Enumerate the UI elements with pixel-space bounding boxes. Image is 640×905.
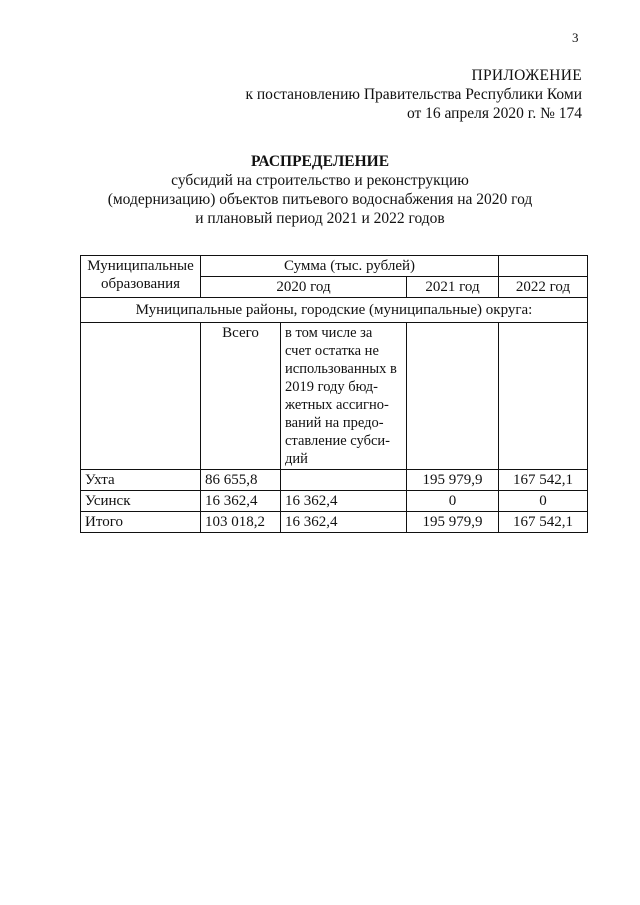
- header-municipal: [81, 256, 201, 298]
- section-title: Муниципальные районы, городские (муниципальные) округа:: [81, 298, 588, 323]
- page-number: 3: [572, 30, 579, 45]
- appendix-block: [245, 66, 582, 123]
- subheader-total: Всего: [201, 323, 281, 470]
- row-incl-2020: 16 362,4: [281, 491, 407, 512]
- appendix-title: ПРИЛОЖЕНИЕ: [471, 67, 582, 84]
- row-incl-2020: 16 362,4: [281, 512, 407, 533]
- row-2021: 195 979,9: [407, 470, 499, 491]
- section-row: [81, 298, 588, 323]
- subheader-row: [81, 323, 588, 470]
- table-row-total: [81, 512, 588, 533]
- row-2022: 0: [499, 491, 588, 512]
- row-name: Ухта: [81, 470, 201, 491]
- header-year-2020: 2020 год: [201, 277, 407, 298]
- row-2022: 167 542,1: [499, 470, 588, 491]
- table-row: [81, 470, 588, 491]
- header-year-2021: 2021 год: [407, 277, 499, 298]
- header-row-1: [81, 256, 588, 277]
- subheader-empty-3: [499, 323, 588, 470]
- header-empty: [499, 256, 588, 277]
- header-municipal-line-1: Муниципальные: [87, 258, 194, 274]
- row-2021: 0: [407, 491, 499, 512]
- row-name: Итого: [81, 512, 201, 533]
- row-total-2020: 103 018,2: [201, 512, 281, 533]
- row-incl-2020: [281, 470, 407, 491]
- heading-line-2: (модернизацию) объектов питьевого водоснабжения на 2020 год: [107, 191, 533, 208]
- row-total-2020: 16 362,4: [201, 491, 281, 512]
- row-2021: 195 979,9: [407, 512, 499, 533]
- heading-title: РАСПРЕДЕЛЕНИЕ: [250, 153, 390, 170]
- document-heading: [0, 152, 640, 228]
- header-municipal-line-2: образования: [100, 276, 181, 292]
- row-2022: 167 542,1: [499, 512, 588, 533]
- subheader-including: в том числе за счет остатка не использованных в 2019 году бюд-жетных ассигно-ваний на предо-ставление субси-дий: [281, 323, 407, 470]
- header-sum: Сумма (тыс. рублей): [201, 256, 499, 277]
- row-name: Усинск: [81, 491, 201, 512]
- appendix-line-1: к постановлению Правительства Республики Коми: [245, 86, 582, 103]
- header-year-2022: 2022 год: [499, 277, 588, 298]
- row-total-2020: 86 655,8: [201, 470, 281, 491]
- subsidy-table: [80, 255, 588, 533]
- appendix-line-2: от 16 апреля 2020 г. № 174: [406, 105, 582, 122]
- heading-line-3: и плановый период 2021 и 2022 годов: [195, 210, 445, 227]
- subheader-empty-2: [407, 323, 499, 470]
- heading-line-1: субсидий на строительство и реконструкцию: [171, 172, 469, 189]
- subheader-empty-1: [81, 323, 201, 470]
- table-row: [81, 491, 588, 512]
